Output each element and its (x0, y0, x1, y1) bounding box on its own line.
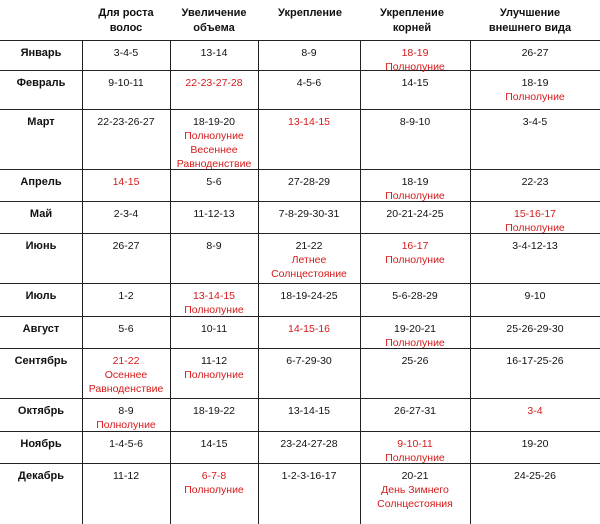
day-range: 5-6 (118, 323, 134, 335)
day-cell (258, 40, 360, 60)
moon-phase-note: Полнолуние (385, 61, 445, 73)
month-label: Февраль (16, 77, 66, 89)
moon-phase-note: Полнолуние (505, 222, 565, 234)
month-label: Декабрь (18, 470, 64, 482)
day-cell (470, 233, 600, 253)
moon-phase-note: Осеннее (104, 369, 148, 381)
day-cell (470, 398, 600, 418)
day-cell (360, 40, 470, 74)
moon-phase-note: Полнолуние (184, 369, 244, 381)
moon-phase-note: Полнолуние (96, 419, 156, 431)
day-cell (170, 283, 258, 317)
moon-phase-note: Весеннее (190, 144, 238, 156)
day-cell (470, 431, 600, 451)
day-cell (360, 169, 470, 203)
day-cell (470, 70, 600, 104)
header-appearance: Улучшение внешнего вида (488, 7, 572, 34)
day-cell (82, 398, 170, 432)
day-range: 2-3-4 (113, 208, 139, 220)
day-range: 9-10-11 (397, 438, 433, 450)
month-label: Май (29, 208, 53, 220)
day-range: 25-26-29-30 (506, 323, 564, 335)
day-range: 8-9 (118, 405, 134, 417)
day-cell (360, 348, 470, 368)
moon-phase-note: Равноденствие (176, 158, 252, 170)
day-cell (170, 70, 258, 90)
day-cell (360, 201, 470, 221)
moon-phase-note: Полнолуние (505, 91, 565, 103)
day-cell (170, 463, 258, 497)
day-cell (170, 431, 258, 451)
day-range: 21-22 (295, 240, 323, 252)
day-range: 26-27 (521, 47, 549, 59)
day-cell (82, 431, 170, 451)
day-range: 20-21 (401, 470, 429, 482)
day-range: 10-11 (200, 323, 228, 335)
day-range: 9-10 (524, 290, 546, 302)
month-label: Январь (20, 47, 62, 59)
day-cell (360, 316, 470, 350)
day-range: 14-15-16 (287, 323, 331, 335)
day-cell (82, 40, 170, 60)
month-label: Апрель (20, 176, 62, 188)
day-cell (170, 201, 258, 221)
header-root-strengthening: Укрепление корней (380, 7, 444, 34)
moon-phase-note: День Зимнего (381, 484, 449, 496)
day-range: 1-2 (118, 290, 134, 302)
month-label: Июль (25, 290, 57, 302)
day-range: 25-26 (401, 355, 429, 367)
day-cell (470, 463, 600, 483)
day-range: 9-10-11 (108, 77, 144, 89)
month-label: Март (27, 116, 55, 128)
day-range: 3-4 (527, 405, 543, 417)
day-cell (258, 169, 360, 189)
day-cell (258, 201, 360, 221)
day-cell (470, 316, 600, 336)
day-cell (170, 233, 258, 253)
day-cell (360, 233, 470, 267)
day-cell (470, 40, 600, 60)
day-range: 11-12 (112, 470, 140, 482)
day-cell (170, 348, 258, 382)
day-cell (470, 283, 600, 303)
day-cell (82, 109, 170, 129)
day-range: 3-4-5 (522, 116, 548, 128)
day-cell (82, 316, 170, 336)
moon-phase-note: Полнолуние (385, 337, 445, 349)
day-range: 8-9 (206, 240, 222, 252)
day-range: 14-15 (401, 77, 429, 89)
day-cell (170, 316, 258, 336)
day-cell (82, 201, 170, 221)
day-cell (258, 109, 360, 129)
day-cell (82, 70, 170, 90)
day-cell (258, 70, 360, 90)
day-range: 27-28-29 (287, 176, 331, 188)
month-label: Август (22, 323, 60, 335)
day-cell (258, 348, 360, 368)
day-cell (360, 109, 470, 129)
day-range: 18-19 (521, 77, 549, 89)
day-range: 18-19 (401, 176, 429, 188)
day-range: 13-14-15 (287, 405, 331, 417)
day-range: 4-5-6 (296, 77, 322, 89)
day-range: 16-17 (401, 240, 429, 252)
day-range: 11-12-13 (193, 208, 235, 220)
day-cell (82, 463, 170, 483)
day-range: 23-24-27-28 (280, 438, 338, 450)
month-label: Июнь (25, 240, 57, 252)
day-cell (170, 109, 258, 171)
day-range: 18-19-22 (192, 405, 236, 417)
moon-phase-note: Солнцестояния (377, 498, 453, 510)
day-range: 19-20-21 (393, 323, 437, 335)
day-range: 18-19-20 (192, 116, 236, 128)
day-cell (258, 233, 360, 281)
moon-phase-note: Равноденствие (88, 383, 164, 395)
day-range: 14-15 (112, 176, 140, 188)
day-range: 18-19 (401, 47, 429, 59)
day-cell (470, 169, 600, 189)
moon-phase-note: Полнолуние (385, 190, 445, 202)
day-range: 14-15 (200, 438, 228, 450)
day-range: 5-6 (206, 176, 222, 188)
day-range: 1-4-5-6 (109, 438, 143, 450)
day-cell (470, 109, 600, 129)
day-range: 26-27 (112, 240, 140, 252)
day-cell (170, 398, 258, 418)
day-range: 8-9 (301, 47, 317, 59)
day-cell (82, 169, 170, 189)
day-range: 20-21-24-25 (386, 208, 444, 220)
day-range: 6-7-29-30 (286, 355, 332, 367)
day-cell (470, 201, 600, 235)
day-cell (170, 169, 258, 189)
day-range: 26-27-31 (393, 405, 437, 417)
day-range: 21-22 (112, 355, 140, 367)
day-cell (360, 70, 470, 90)
day-range: 24-25-26 (513, 470, 557, 482)
month-label: Октябрь (17, 405, 65, 417)
moon-phase-note: Полнолуние (385, 254, 445, 266)
day-cell (258, 431, 360, 451)
day-cell (360, 398, 470, 418)
day-cell (258, 463, 360, 483)
day-range: 22-23-27-28 (185, 77, 243, 89)
day-range: 6-7-8 (201, 470, 227, 482)
month-label: Сентябрь (14, 355, 68, 367)
day-range: 19-20 (521, 438, 549, 450)
day-cell (82, 348, 170, 396)
day-range: 22-23 (521, 176, 549, 188)
day-cell (82, 233, 170, 253)
moon-phase-note: Летнее (291, 254, 327, 266)
moon-phase-note: Солнцестояние (271, 268, 347, 280)
moon-phase-note: Полнолуние (184, 484, 244, 496)
header-strengthening: Укрепление (278, 7, 342, 19)
day-range: 13-14-15 (287, 116, 331, 128)
day-range: 5-6-28-29 (392, 290, 438, 302)
moon-phase-note: Полнолуние (385, 452, 445, 464)
moon-phase-note: Полнолуние (184, 304, 244, 316)
day-range: 13-14-15 (192, 290, 236, 302)
day-cell (258, 398, 360, 418)
day-range: 7-8-29-30-31 (278, 208, 340, 220)
day-range: 15-16-17 (513, 208, 557, 220)
day-range: 11-12 (200, 355, 228, 367)
header-volume: Увеличение объема (181, 7, 247, 34)
moon-phase-note: Полнолуние (184, 130, 244, 142)
day-range: 22-23-26-27 (97, 116, 155, 128)
day-range: 8-9-10 (399, 116, 431, 128)
day-cell (360, 431, 470, 465)
day-range: 18-19-24-25 (280, 290, 338, 302)
day-range: 16-17-25-26 (506, 355, 564, 367)
month-label: Ноябрь (20, 438, 62, 450)
day-cell (258, 316, 360, 336)
header-hair-growth: Для роста волос (98, 7, 154, 34)
day-cell (82, 283, 170, 303)
day-range: 13-14 (200, 47, 228, 59)
day-cell (170, 40, 258, 60)
day-cell (258, 283, 360, 303)
day-range: 1-2-3-16-17 (281, 470, 337, 482)
day-range: 3-4-12-13 (512, 240, 558, 252)
day-cell (360, 283, 470, 303)
day-cell (470, 348, 600, 368)
day-range: 3-4-5 (113, 47, 139, 59)
day-cell (360, 463, 470, 511)
